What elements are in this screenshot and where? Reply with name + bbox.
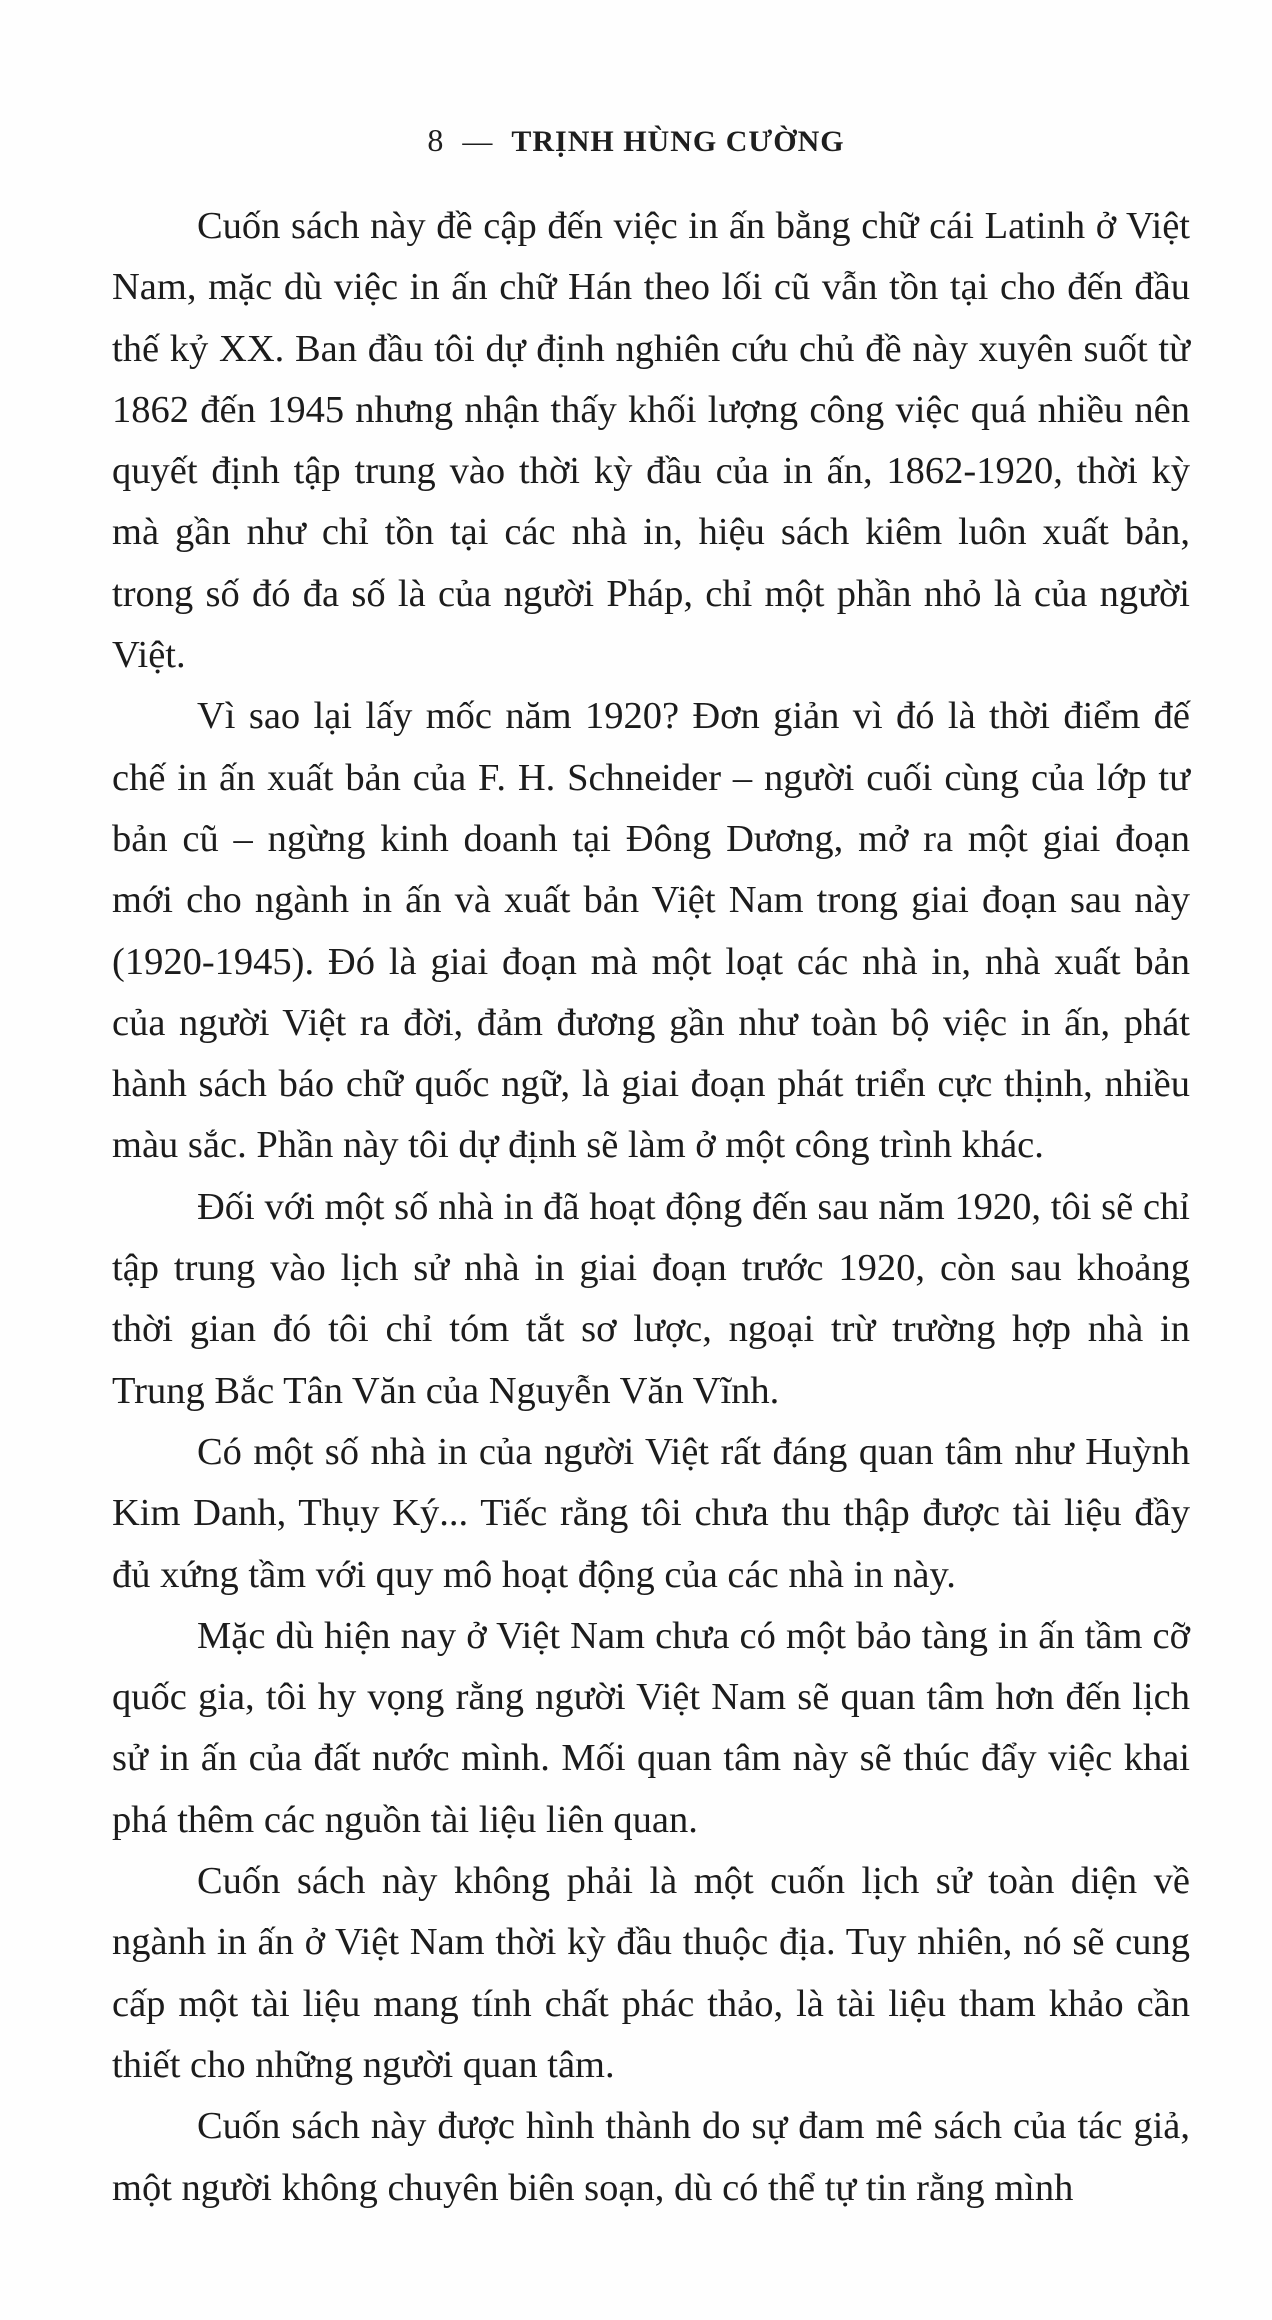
paragraph-2: Vì sao lại lấy mốc năm 1920? Đơn giản vì đó là thời điểm đế chế in ấn xuất bản của F. H. Schneider – người cuối cùng của lớp tư bản cũ – ngừng kinh doanh tại Đông Dương, mở ra một giai đoạn mới cho ngành in ấn và xuất bản Việt Nam trong giai đoạn sau này (1920-1945). Đó là giai đoạn mà một loạt các nhà in, nhà xuất bản của người Việt ra đời, đảm đương gần như toàn bộ việc in ấn, phát hành sách báo chữ quốc ngữ, là giai đoạn phát triển cực thịnh, nhiều màu sắc. Phần này tôi dự định sẽ làm ở một công trình khác. (112, 695, 1190, 1167)
paragraph-5: Mặc dù hiện nay ở Việt Nam chưa có một bảo tàng in ấn tầm cỡ quốc gia, tôi hy vọng rằng người Việt Nam sẽ quan tâm hơn đến lịch sử in ấn của đất nước mình. Mối quan tâm này sẽ thúc đẩy việc khai phá thêm các nguồn tài liệu liên quan. (112, 1614, 1190, 1841)
paragraph-4: Có một số nhà in của người Việt rất đáng quan tâm như Huỳnh Kim Danh, Thụy Ký... Tiếc rằng tôi chưa thu thập được tài liệu đầy đủ xứng tầm với quy mô hoạt động của các nhà in này. (112, 1430, 1190, 1596)
running-header (0, 122, 1272, 159)
paragraph-3: Đối với một số nhà in đã hoạt động đến sau năm 1920, tôi sẽ chỉ tập trung vào lịch sử nhà in giai đoạn trước 1920, còn sau khoảng thời gian đó tôi chỉ tóm tắt sơ lược, ngoại trừ trường hợp nhà in Trung Bắc Tân Văn của Nguyễn Văn Vĩnh. (112, 1185, 1190, 1412)
paragraph-1: Cuốn sách này đề cập đến việc in ấn bằng chữ cái Latinh ở Việt Nam, mặc dù việc in ấn chữ Hán theo lối cũ vẫn tồn tại cho đến đầu thế kỷ XX. Ban đầu tôi dự định nghiên cứu chủ đề này xuyên suốt từ 1862 đến 1945 nhưng nhận thấy khối lượng công việc quá nhiều nên quyết định tập trung vào thời kỳ đầu của in ấn, 1862-1920, thời kỳ mà gần như chỉ tồn tại các nhà in, hiệu sách kiêm luôn xuất bản, trong số đó đa số là của người Pháp, chỉ một phần nhỏ là của người Việt. (112, 205, 1190, 677)
header-author: TRỊNH HÙNG CƯỜNG (511, 125, 845, 158)
page-number: 8 (427, 122, 445, 158)
body-text (112, 196, 1190, 2219)
header-separator: — (462, 125, 494, 158)
paragraph-7: Cuốn sách này được hình thành do sự đam mê sách của tác giả, một người không chuyên biên soạn, dù có thể tự tin rằng mình (112, 2105, 1190, 2209)
paragraph-6: Cuốn sách này không phải là một cuốn lịch sử toàn diện về ngành in ấn ở Việt Nam thời kỳ đầu thuộc địa. Tuy nhiên, nó sẽ cung cấp một tài liệu mang tính chất phác thảo, là tài liệu tham khảo cần thiết cho những người quan tâm. (112, 1860, 1190, 2086)
